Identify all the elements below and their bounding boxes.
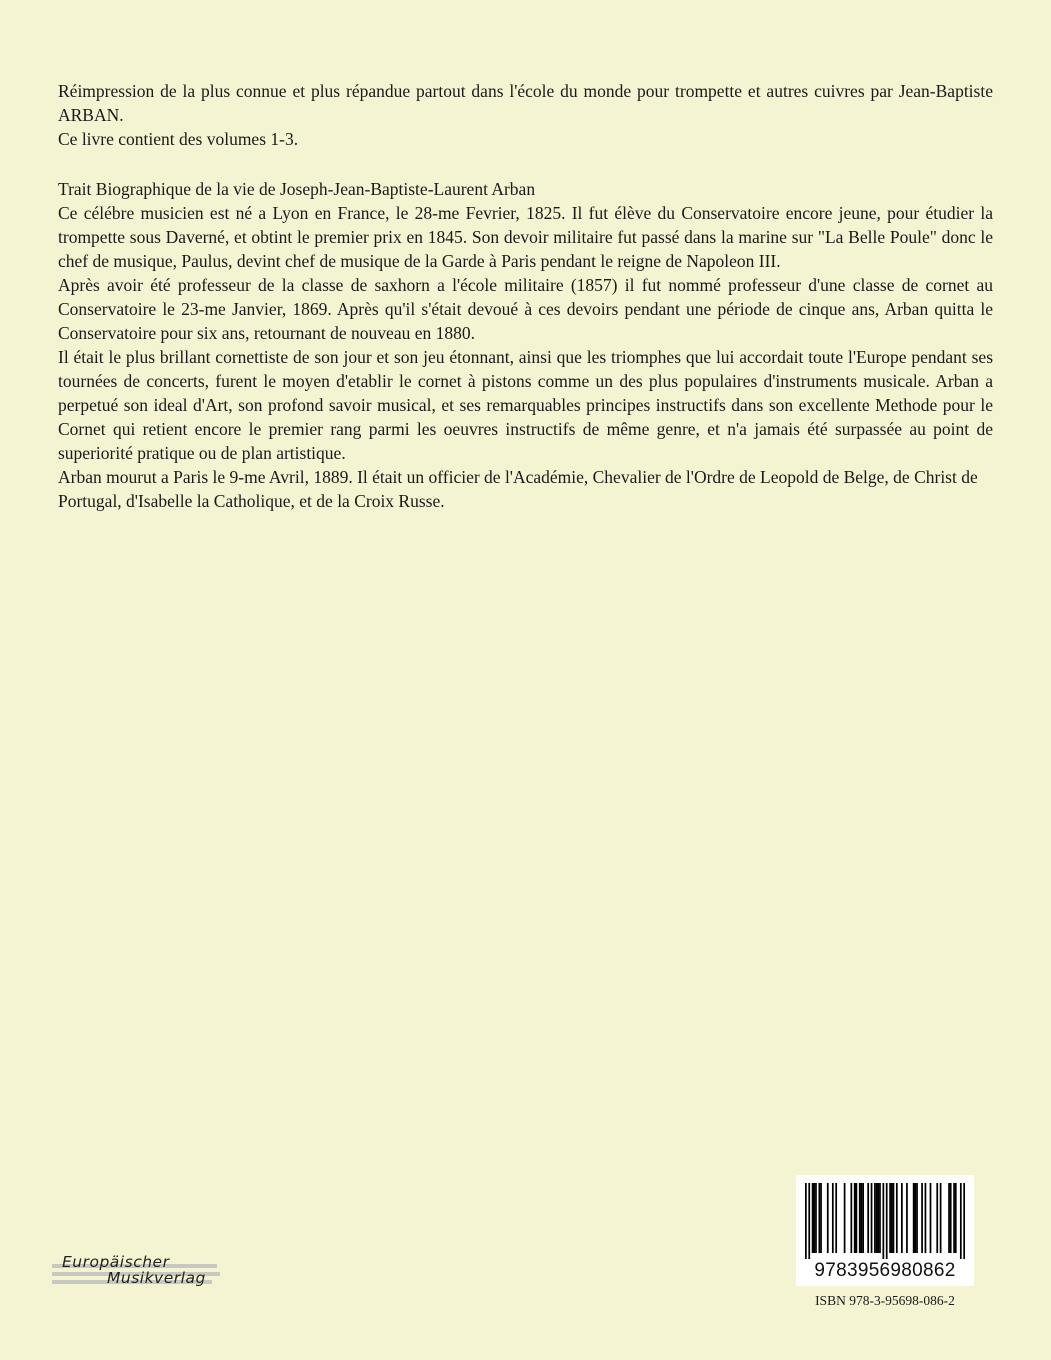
barcode-bar [948,1183,950,1253]
barcode-bar [862,1183,864,1253]
barcode-bar [820,1183,822,1253]
barcode-bar [856,1183,858,1253]
isbn-label: ISBN 978-3-95698-086-2 [815,1293,955,1308]
barcode-bar [882,1183,884,1259]
barcode-bar [901,1183,903,1253]
publisher-name-line-2: Musikverlag [107,1269,206,1287]
barcode-bar [896,1183,898,1253]
barcode-bar [925,1183,927,1253]
intro-section [58,79,993,151]
barcode-bar [877,1183,879,1253]
barcode-bar [827,1183,829,1253]
barcode [796,1175,974,1286]
barcode-bar [813,1183,815,1253]
biography-title: Trait Biographique de la vie de Joseph-Jean-Baptiste-Laurent Arban [58,179,536,199]
barcode-bar [940,1183,942,1253]
publisher-logo [52,1250,227,1295]
barcode-bar [916,1183,918,1253]
barcode-bar [832,1183,834,1253]
biography-section [58,177,993,513]
barcode-bar [906,1183,908,1253]
barcode-bar [893,1183,895,1253]
publisher-name-line-1: Europäischer [62,1253,170,1271]
barcode-bar [844,1183,846,1253]
barcode-bar [960,1183,962,1259]
biography-paragraph-4-end: Portugal, d'Isabelle la Catholique, et de la Croix Russe. [58,491,445,511]
barcode-digits: 9783956980862 [814,1260,956,1281]
biography-paragraph-3: Il était le plus brillant cornettiste de son jour et son jeu étonnant, ainsi que les triomphes que lui accordait toute l'Europe pendant ses tournées de concerts, furent le moyen d'etablir le cornet à pistons comme un des plus populaires d'instruments musicale. Arban a perpetué son ideal d'Art, son profond savoir musical, et ses remarquables principes instructifs dans son excellente Methode pour le Cornet qui retient encore le premier rang parmi les oeuvres instructifs de même genre, et n'a jamais été surpassée au point de superiorité pratique ou de plan artistique. [58,347,993,463]
barcode-bar [921,1183,923,1253]
biography-paragraph-4: Arban mourut a Paris le 9-me Avril, 1889. Il était un officier de l'Académie, Chevalier de l'Ordre de Leopold de Belge, de Christ de [58,467,978,487]
barcode-bar [889,1183,891,1253]
barcode-bar [812,1183,814,1253]
barcode-bar [913,1183,915,1253]
barcode-bar [871,1183,873,1253]
intro-volumes: Ce livre contient des volumes 1-3. [58,129,299,149]
barcode-bar [835,1183,837,1253]
barcode-bar [950,1183,952,1253]
barcode-bar [936,1183,938,1253]
barcode-bar [874,1183,876,1253]
barcode-bar [930,1183,932,1253]
barcode-bar [867,1183,869,1253]
barcode-bar [963,1183,965,1259]
barcode-bar [953,1183,955,1253]
biography-paragraph-1: Ce célébre musicien est né a Lyon en France, le 28-me Fevrier, 1825. Il fut élève du Conservatoire encore jeune, pour étudier la trompette sous Daverné, et obtint le premier prix en 1845. Son devoir militaire fut passé dans la marine sur "La Belle Poule" donc le chef de musique, Paulus, devint chef de musique de la Garde à Paris pendant le reigne de Napoleon III. [58,203,993,271]
barcode-bars [805,1183,965,1259]
barcode-bar [815,1183,817,1253]
intro-text: Réimpression de la plus connue et plus répandue partout dans l'école du monde pour trompette et autres cuivres par Jean-Baptiste ARBAN. [58,81,993,125]
barcode-bar [861,1183,863,1253]
barcode-bar [859,1183,861,1253]
barcode-bar [818,1183,820,1253]
barcode-bar [808,1183,810,1259]
barcode-bar [850,1183,852,1253]
barcode-bar [876,1183,878,1253]
barcode-bar [886,1183,888,1259]
biography-paragraph-2: Après avoir été professeur de la classe de saxhorn a l'école militaire (1857) il fut nommé professeur d'une classe de cornet au Conservatoire le 23-me Janvier, 1869. Après qu'il s'était devoué à ces devoirs pendant une période de cinque ans, Arban quitta le Conservatoire pour six ans, retournant de nouveau en 1880. [58,275,993,343]
barcode-bar [879,1183,881,1253]
barcode-bar [891,1183,893,1253]
barcode-bar [914,1183,916,1253]
barcode-bar [805,1183,807,1259]
barcode-bar [854,1183,856,1253]
barcode-bar [955,1183,957,1253]
